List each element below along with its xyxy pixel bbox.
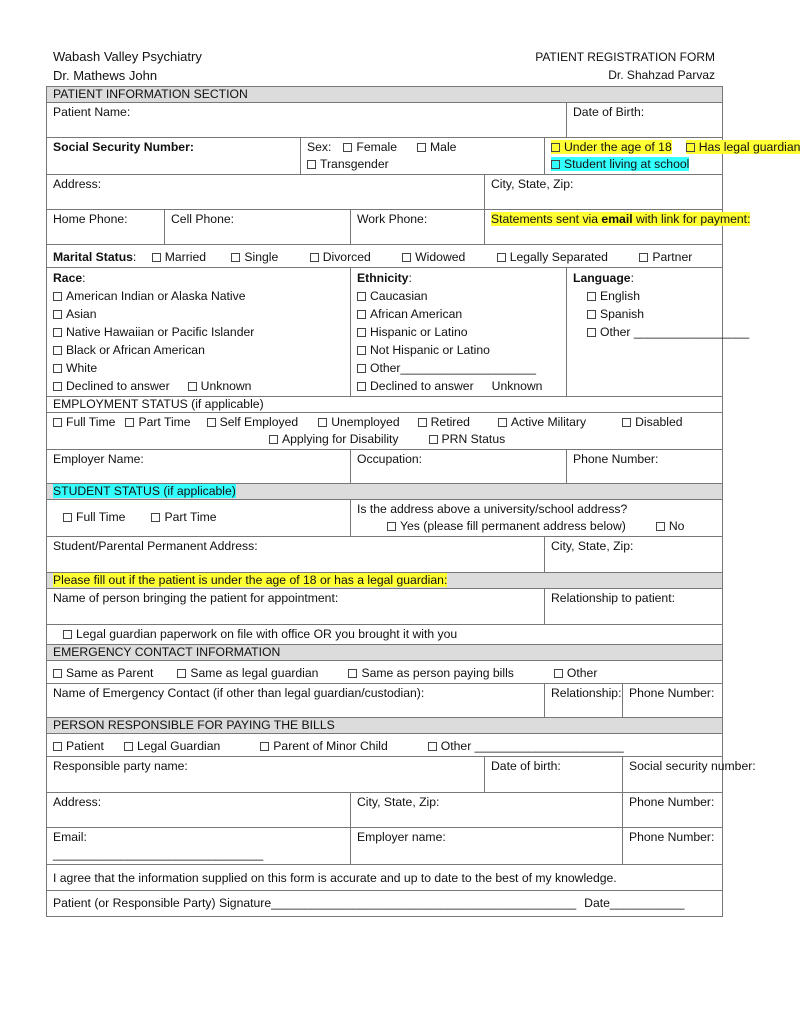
checkbox-race[interactable] [53,382,62,391]
cell-phone-field[interactable]: Cell Phone: [165,210,351,245]
emergency-options [47,661,723,684]
checkbox-race[interactable] [53,292,62,301]
emergency-contact-name-field[interactable]: Name of Emergency Contact (if other than legal guardian/custodian): [47,684,545,718]
marital-option-label: Divorced [322,250,371,264]
checkbox-race-unknown[interactable] [188,382,197,391]
checkbox-race[interactable] [53,328,62,337]
sex-male-label: Male [430,140,457,154]
checkbox-divorced[interactable] [310,253,319,262]
checkbox-single[interactable] [231,253,240,262]
address-field[interactable]: Address: [47,175,485,210]
work-phone-field[interactable]: Work Phone: [351,210,485,245]
ethnicity-option-label: Other____________________ [370,361,537,375]
checkbox-legal-guardian[interactable] [686,143,695,152]
responsible-city-state-zip-field[interactable]: City, State, Zip: [351,793,623,828]
signature-row [47,891,723,917]
checkbox-student-living[interactable] [551,160,560,169]
checkbox-ethnicity[interactable] [357,310,366,319]
section-patient-info: PATIENT INFORMATION SECTION [47,87,723,103]
ethnicity-unknown-label: Unknown [491,379,543,393]
section-guardian [47,573,723,589]
checkbox-female[interactable] [343,143,352,152]
student-part-time-label: Part Time [164,510,217,524]
responsible-party-name-field[interactable]: Responsible party name: [47,757,485,793]
checkbox-self-employed[interactable] [207,418,216,427]
checkbox-payer-other[interactable] [428,742,437,751]
employment-option-label: Retired [430,415,470,429]
employment-option-label: Disabled [635,415,683,429]
checkbox-ethnicity[interactable] [357,382,366,391]
payer-option-label: Other ______________________ [440,739,624,753]
checkbox-prn-status[interactable] [429,435,438,444]
checkbox-payer-legal-guardian[interactable] [124,742,133,751]
employment-option-label: Active Military [510,415,587,429]
guardian-paperwork-label: Legal guardian paperwork on file with office OR you brought it with you [76,627,458,641]
checkbox-active-military[interactable] [498,418,507,427]
race-option-label: Native Hawaiian or Pacific Islander [66,325,255,339]
section-responsible: PERSON RESPONSIBLE FOR PAYING THE BILLS [47,718,723,734]
legal-guardian-label: Has legal guardian [698,140,800,154]
doctor-right: Dr. Shahzad Parvaz [608,68,715,82]
checkbox-partner[interactable] [639,253,648,262]
employment-option-label: Self Employed [219,415,299,429]
checkbox-student-full-time[interactable] [63,513,72,522]
marital-status-row: Marital Status: Married Single Divorced Widowed Legally Separated Partner [47,245,723,268]
ethnicity-option-label: Hispanic or Latino [370,325,468,339]
guardian-paperwork-row [47,625,723,645]
city-state-zip-field[interactable]: City, State, Zip: [485,175,723,210]
dob-field[interactable]: Date of Birth: [567,103,723,138]
occupation-field[interactable]: Occupation: [351,450,567,484]
employer-name-field[interactable]: Employer Name: [47,450,351,484]
checkbox-race[interactable] [53,346,62,355]
checkbox-full-time[interactable] [53,418,62,427]
student-full-time-label: Full Time [76,510,126,524]
responsible-phone2-field[interactable]: Phone Number: [623,828,723,865]
form-title: PATIENT REGISTRATION FORM [535,50,715,64]
checkbox-applying-disability[interactable] [269,435,278,444]
language-option-label: Other _________________ [600,325,750,339]
marital-option-label: Single [244,250,279,264]
race-option-label: White [66,361,98,375]
sex-group [301,138,545,175]
checkbox-race[interactable] [53,364,62,373]
registration-table [46,86,800,917]
checkbox-same-as-payer[interactable] [348,669,357,678]
checkbox-transgender[interactable] [307,160,316,169]
student-city-state-zip-field[interactable]: City, State, Zip: [545,537,723,573]
school-yes-label: Yes (please fill permanent address below) [400,519,626,533]
student-section-title: STUDENT STATUS (if applicable) [53,484,236,498]
responsible-email-field[interactable] [47,828,351,865]
checkbox-ethnicity[interactable] [357,292,366,301]
checkbox-spanish[interactable] [587,310,596,319]
marital-option-label: Legally Separated [509,250,608,264]
person-bringing-field[interactable]: Name of person bringing the patient for appointment: [47,589,545,625]
guardian-section-title: Please fill out if the patient is under the age of 18 or has a legal guardian: [53,573,448,587]
emergency-option-label: Same as person paying bills [361,666,514,680]
ethnicity-group: Ethnicity: Caucasian African American Hispanic or Latino Not Hispanic or Latino Other____________________ Declined to answer Unknown [351,268,567,397]
payer-option-label: Patient [66,739,104,753]
responsible-address-field[interactable]: Address: [47,793,351,828]
checkbox-english[interactable] [587,292,596,301]
checkbox-ethnicity[interactable] [357,328,366,337]
race-option-label: American Indian or Alaska Native [66,289,246,303]
checkbox-legally-separated[interactable] [497,253,506,262]
checkbox-student-part-time[interactable] [151,513,160,522]
school-address-question-text: Is the address above a university/school address? [357,502,628,516]
checkbox-other-language[interactable] [587,328,596,337]
checkbox-payer-parent[interactable] [260,742,269,751]
checkbox-payer-patient[interactable] [53,742,62,751]
practice-name: Wabash Valley Psychiatry [53,49,202,64]
payer-option-label: Legal Guardian [136,739,221,753]
ethnicity-option-label: African American [370,307,463,321]
checkbox-married[interactable] [152,253,161,262]
marital-option-label: Married [164,250,207,264]
race-option-label: Black or African American [66,343,205,357]
checkbox-under-18[interactable] [551,143,560,152]
employer-phone-field[interactable]: Phone Number: [567,450,723,484]
doctor-left: Dr. Mathews John [53,68,158,83]
emergency-option-label: Same as Parent [66,666,154,680]
ethnicity-label: Ethnicity [357,271,409,285]
employment-option-label: Applying for Disability [282,432,399,446]
race-unknown-label: Unknown [200,379,252,393]
race-option-label: Declined to answer [66,379,170,393]
school-address-question [351,500,723,537]
sex-female-label: Female [356,140,398,154]
email-line: _______________________________ [53,847,264,861]
signature-field[interactable]: Patient (or Responsible Party) Signature_____________________________________________ [53,896,577,910]
signature-date-field[interactable]: Date___________ [584,896,685,910]
language-option-label: English [600,289,640,303]
marital-option-label: Partner [652,250,693,264]
employment-option-label: Unemployed [331,415,400,429]
emergency-phone-field[interactable]: Phone Number: [623,684,723,718]
sex-label: Sex: [307,140,332,154]
responsible-employer-field[interactable]: Employer name: [351,828,623,865]
checkbox-disabled[interactable] [622,418,631,427]
home-phone-field[interactable]: Home Phone: [47,210,165,245]
checkbox-race[interactable] [53,310,62,319]
permanent-address-field[interactable]: Student/Parental Permanent Address: [47,537,545,573]
ethnicity-option-label: Not Hispanic or Latino [370,343,490,357]
employment-option-label: Full Time [66,415,116,429]
under-18-label: Under the age of 18 [564,140,672,154]
ssn-field[interactable]: Social Security Number: [53,140,194,154]
student-enrollment-group [47,500,351,537]
race-option-label: Asian [66,307,97,321]
statements-text: Statements sent via email with link for payment: [491,212,751,226]
guardian-status-group [545,138,800,175]
guardian-relationship-field[interactable]: Relationship to patient: [545,589,723,625]
ethnicity-option-label: Declined to answer [370,379,474,393]
race-group: Race: American Indian or Alaska Native Asian Native Hawaiian or Pacific Islander Black or African American White Declined to answer Unknown [47,268,351,397]
section-student [47,484,723,500]
checkbox-ethnicity[interactable] [357,364,366,373]
checkbox-emergency-other[interactable] [554,669,563,678]
checkbox-ethnicity[interactable] [357,346,366,355]
marital-option-label: Widowed [415,250,466,264]
checkbox-same-as-parent[interactable] [53,669,62,678]
responsible-ssn-field[interactable]: Social security number: [623,757,723,793]
checkbox-same-as-guardian[interactable] [177,669,186,678]
patient-name-field[interactable]: Patient Name: [47,103,567,138]
checkbox-part-time[interactable] [125,418,134,427]
language-label: Language [573,271,631,285]
ethnicity-option-label: Caucasian [370,289,428,303]
race-label: Race [53,271,83,285]
employment-option-label: Part Time [138,415,191,429]
checkbox-retired[interactable] [418,418,427,427]
sex-transgender-label: Transgender [320,157,389,171]
section-employment: EMPLOYMENT STATUS (if applicable) [47,397,723,413]
emergency-relationship-field[interactable]: Relationship: [545,684,623,718]
responsible-dob-field[interactable]: Date of birth: [485,757,623,793]
emergency-option-label: Same as legal guardian [190,666,319,680]
marital-status-label: Marital Status [53,250,133,264]
language-group: Language: English Spanish Other _________________ [567,268,723,397]
student-living-label: Student living at school [564,157,690,171]
emergency-option-label: Other [566,666,598,680]
statements-email-field[interactable] [485,210,751,245]
checkbox-school-yes[interactable] [387,522,396,531]
responsible-phone-field[interactable]: Phone Number: [623,793,723,828]
employment-option-label: PRN Status [441,432,506,446]
email-label: Email: [53,830,87,844]
responsible-options [47,734,723,757]
checkbox-unemployed[interactable] [318,418,327,427]
checkbox-guardian-paperwork[interactable] [63,630,72,639]
school-no-label: No [668,519,685,533]
language-option-label: Spanish [600,307,645,321]
checkbox-male[interactable] [417,143,426,152]
employment-options [47,413,723,450]
agreement-statement: I agree that the information supplied on this form is accurate and up to date to the best of my knowledge. [47,865,723,891]
payer-option-label: Parent of Minor Child [273,739,388,753]
checkbox-school-no[interactable] [656,522,665,531]
checkbox-widowed[interactable] [402,253,411,262]
section-emergency: EMERGENCY CONTACT INFORMATION [47,645,723,661]
